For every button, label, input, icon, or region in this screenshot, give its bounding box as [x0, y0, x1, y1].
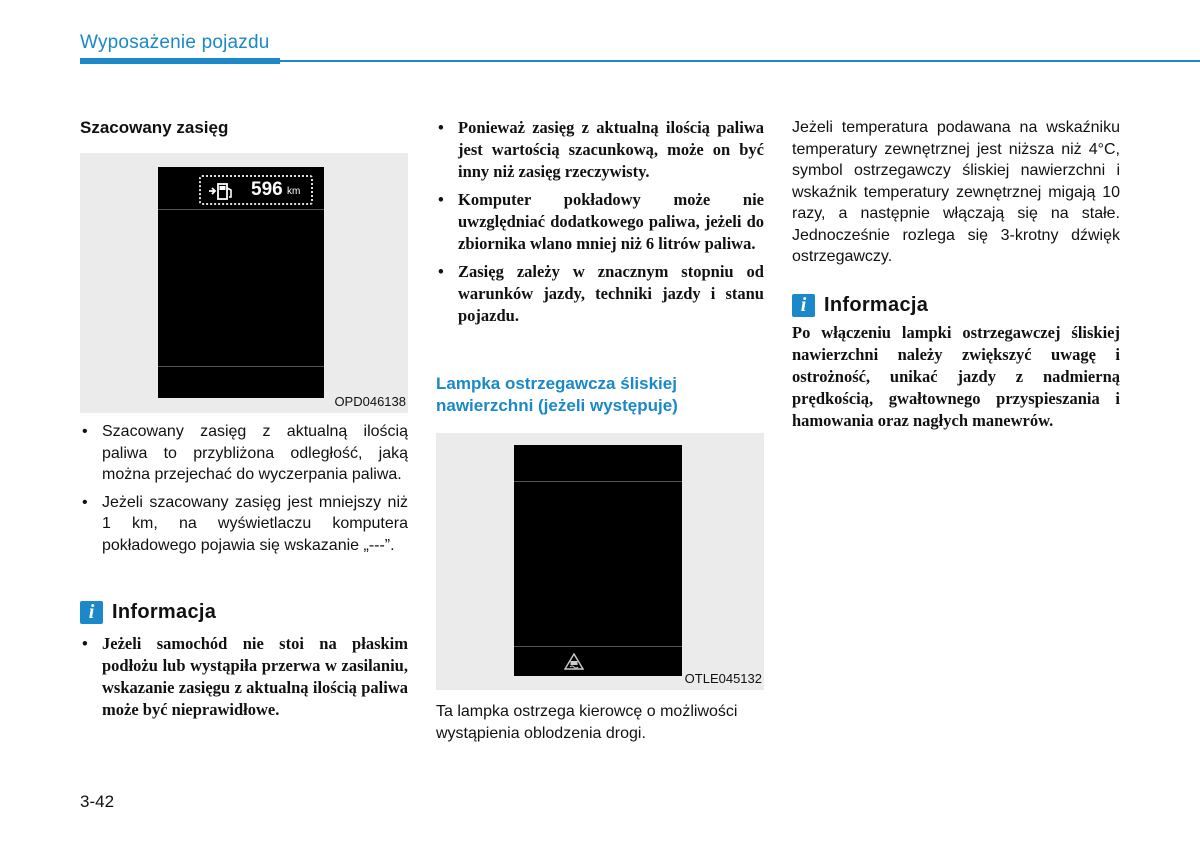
subheading-slippery-road: Lampka ostrzegawcza śliskiej nawierzchni (jeżeli występuje) — [436, 374, 678, 415]
section-title: Wyposażenie pojazdu — [80, 32, 270, 53]
divider — [514, 481, 682, 482]
range-readout — [199, 175, 313, 205]
figure-caption: OPD046138 — [334, 394, 406, 409]
cluster-screen — [158, 167, 324, 398]
figure-slippery-warning — [436, 433, 764, 690]
page-number: 3-42 — [80, 792, 115, 811]
list-item: • Jeżeli samochód nie stoi na płaskim podłożu lub wystąpiła przerwa w zasilaniu, wskazanie zasięgu z aktualną ilością paliwa może być nieprawidłowe. — [82, 634, 408, 719]
info-icon: i — [792, 294, 815, 317]
list-item: • Komputer pokładowy może nie uwzględniać dodatkowego paliwa, jeżeli do zbiornika wlano mniej niż 6 litrów paliwa. — [438, 190, 764, 253]
figure-range-display — [80, 153, 408, 413]
bullet-list — [436, 117, 764, 333]
list-item: • Zasięg zależy w znacznym stopniu od warunków jazdy, techniki jazdy i stanu pojazdu. — [438, 262, 764, 325]
divider — [158, 209, 324, 210]
info-title: Informacja — [112, 601, 217, 623]
paragraph: Jeżeli temperatura podawana na wskaźniku temperatury zewnętrznej jest niższa niż 4°C, symbol ostrzegawczy śliskiej nawierzchni i wskaźnik temperatury zewnętrznej migają 10 razy, a następnie włączają się na stałe. Jednocześnie rozlega się 3-krotny dźwięk ostrzegawczy. — [792, 119, 1120, 265]
divider — [514, 646, 682, 647]
divider — [158, 366, 324, 367]
info-icon: i — [80, 601, 103, 624]
paragraph: Ta lampka ostrzega kierowcę o możliwości wystąpienia oblodzenia drogi. — [436, 703, 738, 742]
cluster-screen — [514, 445, 682, 676]
list-item: • Szacowany zasięg z aktualną ilością paliwa to przybliżona odległość, jaką można przejechać do wyczerpania paliwa. — [82, 423, 408, 483]
figure-caption: OTLE045132 — [684, 671, 762, 686]
list-item: • Ponieważ zasięg z aktualną ilością paliwa jest wartością szacunkową, może on być inny niż zasięg rzeczywisty. — [438, 118, 764, 181]
info-header — [792, 294, 928, 317]
range-value: 596 — [251, 179, 283, 200]
info-bullet-list — [80, 633, 408, 727]
info-text: Po włączeniu lampki ostrzegawczej śliskiej nawierzchni należy zwiększyć uwagę i ostrożność, unikać jazdy z nadmierną prędkością, gwałtownego przyspieszania i hamowania oraz nagłych manewrów. — [792, 323, 1120, 430]
header-accent-bar — [80, 58, 280, 64]
fuel-pump-icon — [207, 181, 235, 201]
range-unit: km — [287, 186, 301, 197]
slippery-road-icon — [564, 653, 584, 671]
info-title: Informacja — [824, 294, 929, 316]
info-header — [80, 601, 216, 624]
bullet-list — [80, 421, 408, 562]
heading-estimated-range: Szacowany zasięg — [80, 118, 229, 137]
list-item: • Jeżeli szacowany zasięg jest mniejszy niż 1 km, na wyświetlaczu komputera pokładowego pojawia się wskazanie „---”. — [82, 493, 408, 554]
